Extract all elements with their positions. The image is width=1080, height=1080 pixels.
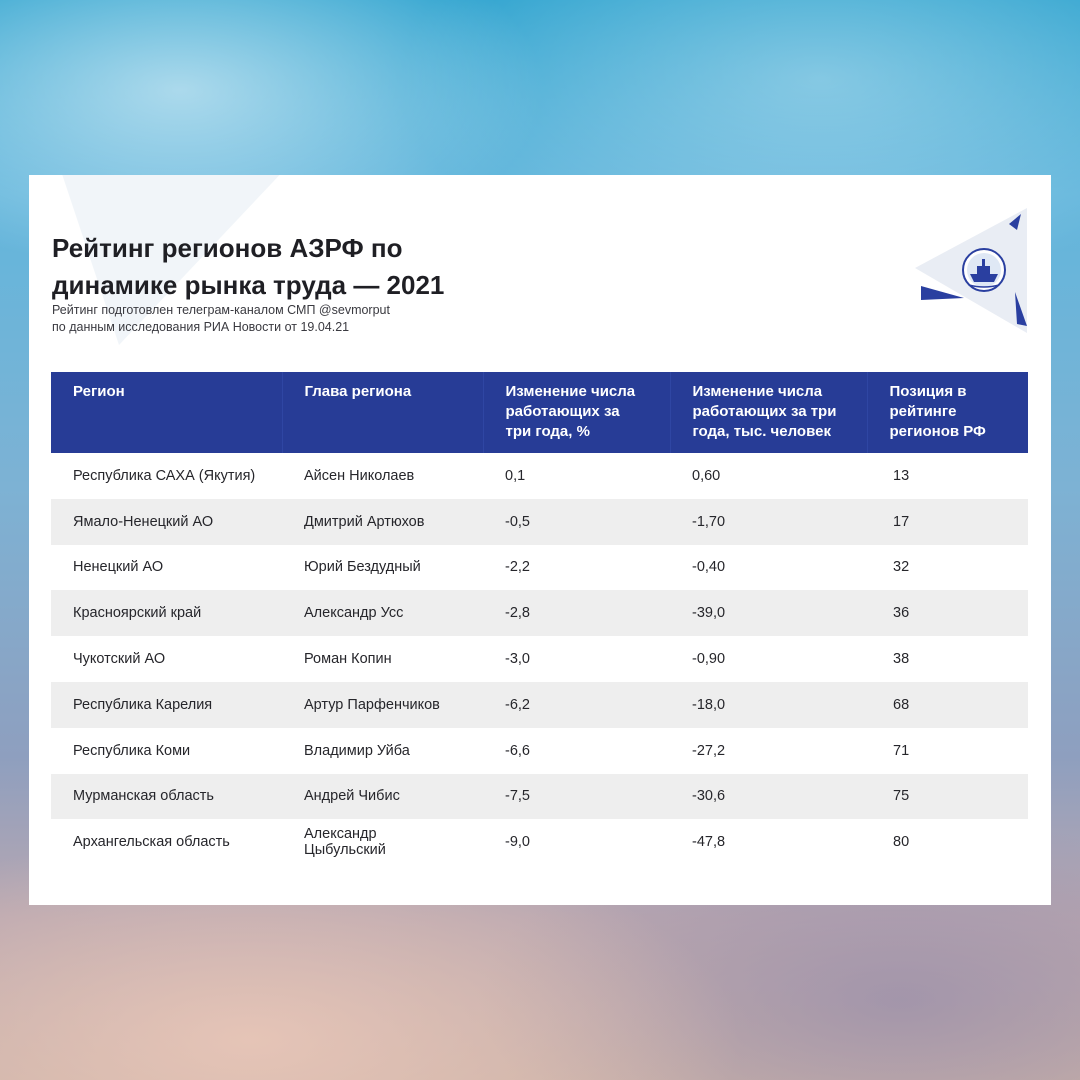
change-percent-cell: -2,8 bbox=[483, 590, 670, 636]
subtitle-line-2: по данным исследования РИА Новости от 19.04.21 bbox=[52, 320, 350, 334]
rank-cell: 32 bbox=[893, 559, 910, 576]
change-thousands-cell: -1,70 bbox=[670, 499, 867, 545]
change-thousands-cell: -18,0 bbox=[670, 682, 867, 728]
change-thousands-cell: 0,60 bbox=[692, 467, 721, 484]
region-cell: Мурманская область bbox=[51, 774, 282, 820]
change-percent-cell: -0,5 bbox=[483, 499, 670, 545]
table-row bbox=[51, 774, 1028, 820]
region-cell: Республика Коми bbox=[73, 742, 191, 759]
region-cell: Республика САХА (Якутия) bbox=[73, 467, 256, 484]
rating-card bbox=[29, 175, 1051, 905]
change-percent-cell: -6,2 bbox=[483, 682, 670, 728]
change-percent-cell: -3,0 bbox=[505, 651, 530, 668]
region-cell: Чукотский АО bbox=[73, 651, 166, 668]
column-header-head: Глава региона bbox=[282, 372, 483, 453]
change-thousands-cell: -30,6 bbox=[670, 774, 867, 820]
subtitle bbox=[52, 302, 512, 336]
head-cell: Артур Парфенчиков bbox=[282, 682, 483, 728]
table-row bbox=[51, 819, 1028, 865]
rank-cell: 75 bbox=[867, 774, 1028, 820]
table-row bbox=[51, 728, 1028, 774]
rank-cell: 68 bbox=[867, 682, 1028, 728]
rank-cell: 17 bbox=[867, 499, 1028, 545]
change-thousands-cell: -0,90 bbox=[692, 651, 726, 668]
change-percent-cell: -6,6 bbox=[505, 742, 530, 759]
table-row bbox=[51, 545, 1028, 591]
change-percent-cell: -2,2 bbox=[505, 559, 530, 576]
change-thousands-cell: -47,8 bbox=[692, 834, 726, 851]
table-row bbox=[51, 590, 1028, 636]
rank-cell: 13 bbox=[893, 467, 910, 484]
regions-table bbox=[51, 372, 1028, 865]
change-percent-cell: 0,1 bbox=[505, 467, 526, 484]
head-cell: Владимир Уйба bbox=[304, 742, 410, 759]
icebreaker-ship-logo-icon bbox=[909, 208, 1034, 333]
head-cell: Александр Цыбульский bbox=[304, 826, 386, 859]
head-cell: Айсен Николаев bbox=[304, 467, 415, 484]
table-row bbox=[51, 636, 1028, 682]
region-cell: Ямало-Ненецкий АО bbox=[51, 499, 282, 545]
table-row bbox=[51, 453, 1028, 499]
column-header-change-percent: Изменение числа работающих за три года, % bbox=[483, 372, 670, 453]
rank-cell: 71 bbox=[893, 742, 910, 759]
change-thousands-cell: -27,2 bbox=[692, 742, 726, 759]
table-row bbox=[51, 499, 1028, 545]
table-row bbox=[51, 682, 1028, 728]
column-header-region: Регион bbox=[51, 372, 282, 453]
region-cell: Красноярский край bbox=[51, 590, 282, 636]
change-percent-cell: -9,0 bbox=[505, 834, 530, 851]
change-percent-cell: -7,5 bbox=[483, 774, 670, 820]
column-header-change-thousands: Изменение числа работающих за три года, тыс. человек bbox=[670, 372, 867, 453]
head-cell: Дмитрий Артюхов bbox=[282, 499, 483, 545]
column-header-rank: Позиция в рейтинге регионов РФ bbox=[867, 372, 1028, 453]
head-cell: Александр Усс bbox=[282, 590, 483, 636]
rank-cell: 80 bbox=[893, 834, 910, 851]
change-thousands-cell: -39,0 bbox=[670, 590, 867, 636]
page-title: Рейтинг регионов АЗРФ по динамике рынка труда — 2021 bbox=[52, 233, 445, 300]
region-cell: Архангельская область bbox=[73, 834, 230, 851]
head-cell: Юрий Бездудный bbox=[304, 559, 421, 576]
rank-cell: 36 bbox=[867, 590, 1028, 636]
head-cell: Роман Копин bbox=[304, 651, 392, 668]
rank-cell: 38 bbox=[893, 651, 910, 668]
change-thousands-cell: -0,40 bbox=[692, 559, 726, 576]
region-cell: Республика Карелия bbox=[51, 682, 282, 728]
table-header-row bbox=[51, 372, 1028, 453]
subtitle-line-1: Рейтинг подготовлен телеграм-каналом СМП @sevmorput bbox=[52, 303, 390, 317]
region-cell: Ненецкий АО bbox=[73, 559, 164, 576]
head-cell: Андрей Чибис bbox=[282, 774, 483, 820]
